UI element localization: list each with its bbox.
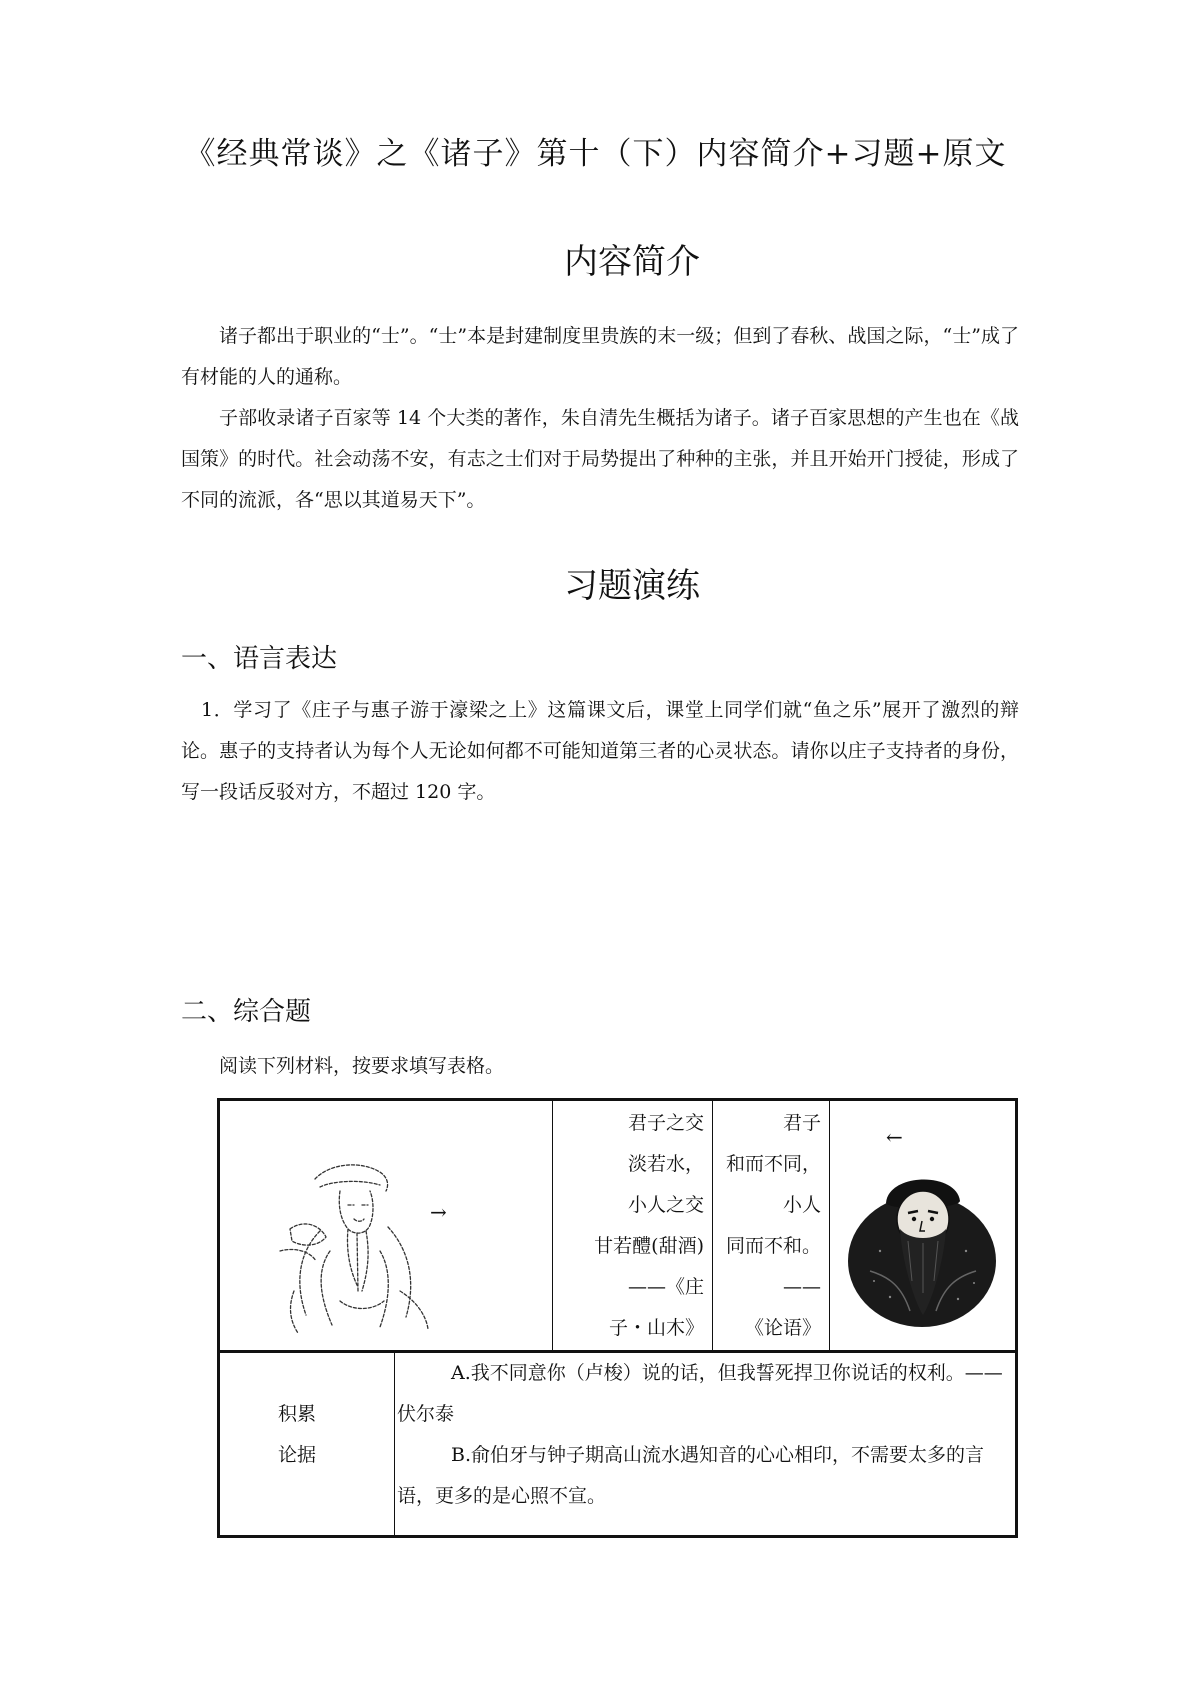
part2-instruction: 阅读下列材料，按要求填写表格。 [219, 1055, 505, 1077]
evidence-label-cell [220, 1353, 395, 1535]
arrow-left-icon: ← [886, 1125, 903, 1149]
lunyu-quote-line: 小人 [782, 1194, 821, 1216]
intro-paragraph-1: 诸子都出于职业的“士”。“士”本是封建制度里贵族的末一级；但到了春秋、战国之际，“士”成了有材能的人的通称。 [181, 325, 1019, 388]
evidence-b: B.俞伯牙与钟子期高山流水遇知音的心心相印，不需要太多的言语，更多的是心照不宣。 [397, 1444, 985, 1507]
zhuangzi-quote-line: 小人之交 [627, 1194, 704, 1216]
lunyu-quote-line: 同而不和。 [725, 1235, 821, 1257]
document-title: 《经典常谈》之《诸子》第十（下）内容简介+习题+原文 [184, 136, 1007, 172]
zhuangzi-quote-line: 君子之交 [627, 1112, 704, 1134]
intro-paragraph-2: 子部收录诸子百家等 14 个大类的著作，朱自清先生概括为诸子。诸子百家思想的产生也在《战国策》的时代。社会动荡不安，有志之士们对于局势提出了种种的主张，并且开始开门授徒，形成了不同的流派，各“思以其道易天下”。 [181, 407, 1019, 511]
evidence-a: A.我不同意你（卢梭）说的话，但我誓死捍卫你说话的权利。——伏尔泰 [397, 1362, 1003, 1425]
lunyu-quote-line: 和而不同， [725, 1153, 821, 1175]
zhuangzi-quote-line: 甘若醴(甜酒) [594, 1235, 704, 1257]
evidence-label-line1: 积累 [278, 1403, 317, 1425]
evidence-label-line2: 论据 [278, 1444, 317, 1466]
zhuangzi-quote-cell [553, 1101, 713, 1350]
evidence-content-cell [395, 1353, 1015, 1535]
table-row-materials [220, 1101, 1015, 1353]
part1-heading: 一、语言表达 [181, 644, 338, 674]
confucius-portrait-cell [830, 1101, 1015, 1350]
intro-heading: 内容简介 [564, 242, 700, 282]
zhuangzi-portrait-cell [220, 1101, 553, 1350]
zhuangzi-quote-line: 淡若水， [627, 1153, 704, 1175]
lunyu-quote-line: 《论语》 [744, 1317, 821, 1339]
arrow-right-icon: → [430, 1200, 447, 1224]
zhuangzi-portrait-image [220, 1101, 553, 1350]
exercises-heading: 习题演练 [564, 566, 700, 606]
materials-table [217, 1098, 1018, 1538]
lunyu-quote-line: —— [783, 1276, 821, 1298]
zhuangzi-quote-line: ——《庄 [627, 1276, 704, 1298]
lunyu-quote-line: 君子 [782, 1112, 821, 1134]
part1-question: 1．学习了《庄子与惠子游于濠梁之上》这篇课文后，课堂上同学们就“鱼之乐”展开了激烈的辩论。惠子的支持者认为每个人无论如何都不可能知道第三者的心灵状态。请你以庄子支持者的身份，写一段话反驳对方，不超过 120 字。 [181, 699, 1019, 803]
part2-heading: 二、综合题 [181, 997, 312, 1027]
lunyu-quote-cell [713, 1101, 830, 1350]
zhuangzi-quote-line: 子・山木》 [608, 1317, 704, 1339]
table-row-evidence [220, 1353, 1015, 1535]
confucius-portrait-image [830, 1101, 1015, 1350]
